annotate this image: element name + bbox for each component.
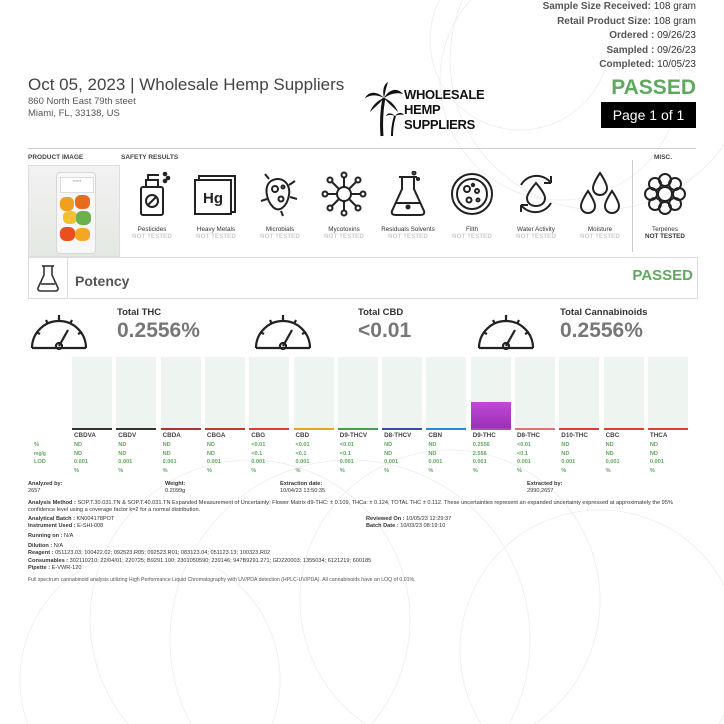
cannabinoid-pct: <0.01	[517, 442, 532, 448]
hg-element-icon	[193, 172, 239, 216]
extraction-date: Extraction date: 10/04/23 13:50:35	[280, 481, 326, 495]
bar-track	[426, 357, 466, 428]
bar-baseline	[338, 428, 378, 430]
cannabinoid-unit: %	[605, 467, 611, 474]
product-photo: ▪▪▪▪▪▪	[28, 165, 120, 257]
cannabinoid-name: CBDV	[118, 432, 137, 439]
bar-track	[559, 357, 599, 428]
company-logo: WHOLESALE HEMP SUPPLIERS	[364, 82, 484, 138]
reagent-info: Dilution : N/A Reagent : 051123.03; 100422.02; 092523.R05; 092523.R01; 083123.04; 051123.13; 100323.R02 Consumables : 302110210; 22/04/01; 220725; B9291.100; 2301050590; 239146; 947B9291.271; GD220003; 1355034; 6121219; 600185 Pipette : E-VWR-120	[28, 543, 372, 572]
bar-track	[648, 357, 688, 428]
report-date-company: Oct 05, 2023 | Wholesale Hemp Suppliers	[28, 75, 345, 94]
safety-item: Mycotoxins NOT TESTED	[312, 168, 376, 240]
cannabinoid-name: CBD	[295, 432, 310, 439]
cannabinoid-name: D10-THC	[561, 432, 588, 439]
cannabinoid-mg: ND	[561, 450, 570, 457]
bar-track	[161, 357, 201, 428]
cannabinoid-mg: ND	[605, 450, 614, 457]
bar-baseline	[72, 428, 112, 430]
cannabinoid-pct: ND	[649, 442, 658, 448]
potency-title: Potency	[75, 273, 130, 289]
safety-item: Moisture NOT TESTED	[568, 168, 632, 240]
bar-baseline	[116, 428, 156, 430]
cannabinoid-unit: %	[384, 467, 390, 474]
review-info: Reviewed On : 10/05/23 12:29:37 Batch Date : 10/03/23 08:19:10	[366, 516, 452, 530]
spray-bottle-icon	[133, 171, 171, 217]
cannabinoid-lod: 0.001	[206, 459, 221, 465]
bar-baseline	[604, 428, 644, 430]
cannabinoid-name: CBG	[251, 432, 266, 439]
cannabinoid-unit: %	[649, 467, 655, 474]
cannabinoid-mg: ND	[206, 450, 215, 457]
cannabinoid-unit: %	[472, 467, 478, 474]
gauge-icon	[252, 306, 314, 352]
cannabinoid-lod: 0.001	[118, 459, 133, 465]
bar-d9-thc	[471, 402, 511, 428]
bar-baseline	[426, 428, 466, 430]
cannabinoid-mg: <0.1	[251, 450, 263, 457]
cannabinoid-lod: 0.001	[339, 459, 354, 465]
mycotoxin-icon	[321, 171, 367, 217]
svg-text:Hg: Hg	[203, 190, 223, 207]
cannabinoid-mg: ND	[384, 450, 393, 457]
cannabinoid-pct: ND	[206, 442, 215, 448]
row-label-mgg: mg/g	[34, 451, 46, 457]
cannabinoid-name: CBDVA	[74, 432, 96, 439]
bar-track	[382, 357, 422, 428]
cannabinoid-name: D8-THCV	[384, 432, 412, 439]
gauge-icon	[28, 306, 90, 352]
bar-baseline	[515, 428, 555, 430]
cannabinoid-pct: ND	[118, 442, 127, 448]
cannabinoid-name: D9-THCV	[339, 432, 368, 439]
analysis-method: Analysis Method : SOP.T.30.031.TN & SOP.T.40.031.TN Expanded Measurement of Uncertainty: Flower Matrix d9-THC: ± 0.109, THCa: ± 0.124, TOTAL THC ± 0.112. These uncertainties represent an expanded uncertainty expressed at approximately the 95% confidence level using a coverage factor k=2 for a normal distribution.	[28, 500, 673, 514]
bar-track	[338, 357, 378, 428]
page-indicator: Page 1 of 1	[601, 102, 696, 128]
bar-track	[205, 357, 245, 428]
cannabinoid-lod: 0.001	[251, 459, 266, 465]
misc-column	[632, 160, 697, 252]
order-details: Sample Size Received: 108 gram Retail Product Size: 108 gram Ordered : 09/26/23 Sampled : 09/26/23 Completed: 10/05/23	[542, 1, 696, 70]
cannabinoid-pct: <0.01	[295, 442, 310, 448]
bar-track	[604, 357, 644, 428]
cannabinoid-lod: 0.001	[605, 459, 620, 465]
safety-item: Water Activity NOT TESTED	[504, 168, 568, 240]
cannabinoid-pct: ND	[384, 442, 393, 448]
total-cbd-value: <0.01	[358, 319, 412, 342]
beaker-icon	[37, 264, 59, 292]
extracted-by: Extracted by: 2990,2657	[527, 481, 563, 495]
cannabinoid-name: D8-THC	[517, 432, 541, 439]
cannabinoid-lod: 0.001	[384, 459, 399, 465]
total-cbd-label: Total CBD	[358, 307, 404, 318]
cannabinoid-unit: %	[339, 467, 345, 474]
product-image-label: PRODUCT IMAGE	[28, 154, 84, 161]
footnote: Full spectrum cannabinoid analysis utilizing High Performance Liquid Chromatography with UV/PDA detection (HPLC-UV/PDA). All cannabinoids have an LOQ of 0.01%.	[28, 577, 416, 583]
terpene-flower-icon	[643, 172, 687, 216]
cannabinoid-lod: 0.001	[295, 459, 310, 465]
cannabinoid-unit: %	[251, 467, 257, 474]
cannabinoid-mg: ND	[74, 450, 83, 457]
cannabinoid-lod: 0.001	[74, 459, 88, 465]
batch-info: Analytical Batch : KN004178POT Instrument Used : E-SHI-008 Running on : N/A	[28, 516, 115, 539]
cannabinoid-unit: %	[206, 467, 212, 474]
water-cycle-icon	[513, 171, 559, 217]
cannabinoid-name: THCA	[649, 432, 668, 439]
cannabinoid-pct: <0.01	[251, 442, 266, 448]
bar-baseline	[471, 428, 511, 430]
total-thc-label: Total THC	[117, 307, 162, 318]
cannabinoid-unit: %	[118, 467, 124, 474]
cannabinoid-name: CBC	[605, 432, 620, 439]
bar-baseline	[648, 428, 688, 430]
total-cannabinoids-value: 0.2556%	[560, 319, 643, 342]
cannabinoid-mg: <0.1	[339, 450, 351, 457]
cannabinoid-mg: ND	[162, 450, 171, 457]
bar-baseline	[559, 428, 599, 430]
microbe-icon	[259, 171, 301, 217]
bar-baseline	[382, 428, 422, 430]
potency-status: PASSED	[632, 267, 693, 284]
cannabinoid-name: CBDA	[162, 432, 181, 439]
safety-results-label: SAFETY RESULTS	[121, 154, 179, 161]
misc-item: Terpenes NOT TESTED	[633, 168, 697, 240]
cannabinoid-pct: 0.2556	[472, 442, 490, 448]
bar-track	[249, 357, 289, 428]
cannabinoid-lod: 0.001	[517, 459, 531, 465]
overall-status: PASSED	[611, 76, 696, 99]
cannabinoid-mg: <0.1	[517, 450, 529, 457]
analyzed-by: Analyzed by: 2657	[28, 481, 63, 495]
cannabinoid-lod: 0.001	[561, 459, 576, 465]
cannabinoid-unit: %	[428, 467, 434, 474]
potency-header	[28, 257, 698, 299]
cannabinoid-lod: 0.001	[472, 459, 487, 465]
cannabinoid-lod: 0.001	[649, 459, 664, 465]
cannabinoid-lod: 0.001	[162, 459, 177, 465]
bar-track	[116, 357, 156, 428]
cannabinoid-name: CBGA	[206, 432, 226, 439]
row-label-lod: LOD	[34, 459, 46, 465]
weight: Weight: 0.2099g	[165, 481, 186, 495]
cannabinoid-pct: ND	[162, 442, 171, 448]
total-cannabinoids-label: Total Cannabinoids	[560, 307, 648, 318]
cannabinoid-pct: ND	[561, 442, 570, 448]
cannabinoid-unit: %	[162, 467, 168, 474]
cannabinoid-mg: <0.1	[295, 450, 307, 457]
droplets-icon	[577, 171, 623, 217]
total-thc-value: 0.2556%	[117, 319, 200, 342]
client-address: 860 North East 79th steet Miami, FL, 33138, US	[28, 96, 136, 119]
cannabinoid-pct: ND	[428, 442, 437, 448]
cannabinoid-mg: ND	[118, 450, 127, 457]
cannabinoid-mg: ND	[428, 450, 437, 457]
bar-baseline	[249, 428, 289, 430]
bar-baseline	[294, 428, 334, 430]
row-label-percent: %	[34, 442, 39, 448]
cannabinoid-pct: ND	[605, 442, 614, 448]
cannabinoid-pct: <0.01	[339, 442, 354, 448]
cannabinoid-mg: 2.556	[472, 450, 487, 457]
cannabinoid-unit: %	[74, 467, 79, 474]
misc-label: MISC.	[654, 154, 673, 161]
cannabinoid-name: CBN	[428, 432, 443, 439]
cannabinoid-lod: 0.001	[428, 459, 443, 465]
safety-item: Microbials NOT TESTED	[248, 168, 312, 240]
flask-icon	[388, 171, 428, 217]
cannabinoid-mg: ND	[649, 450, 658, 457]
bar-baseline	[161, 428, 201, 430]
bar-track	[515, 357, 555, 428]
divider	[28, 148, 696, 149]
bar-baseline	[205, 428, 245, 430]
petri-dish-icon	[449, 171, 495, 217]
cannabinoid-pct: ND	[74, 442, 83, 448]
safety-item: Pesticides NOT TESTED	[120, 168, 184, 240]
cannabinoid-unit: %	[295, 467, 301, 474]
safety-item: Hg Heavy Metals NOT TESTED	[184, 168, 248, 240]
safety-item: Filth NOT TESTED	[440, 168, 504, 240]
cannabinoid-unit: %	[561, 467, 567, 474]
gauge-icon	[475, 306, 537, 352]
palm-tree-icon	[364, 82, 404, 138]
cannabinoid-name: D9-THC	[472, 432, 496, 439]
safety-item: Residuals Solvents NOT TESTED	[376, 168, 440, 240]
bar-track	[72, 357, 112, 428]
bar-track	[294, 357, 334, 428]
cannabinoid-unit: %	[517, 467, 522, 474]
